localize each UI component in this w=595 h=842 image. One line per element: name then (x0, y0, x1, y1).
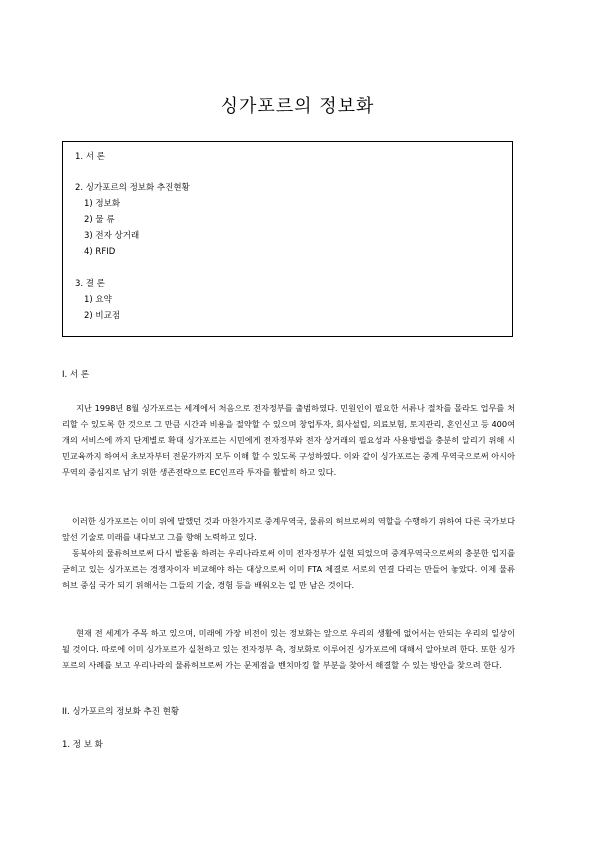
paragraph: 동북아의 물류허브로써 다시 발돋움 하려는 우리나라로써 이미 전자정부가 실현 되었으며 중계무역국으로써의 충분한 입지를 굳히고 있는 싱가포르는 경쟁자이자 비교해야 하는 대상으로써 이미 FTA 체결로 서로의 연결 다리는 만들어 놓았다. 이제 물류허브 중심 국가 되기 위해서는 그들의 기술, 경험 등을 배워오는 일 만 남은 것이다. (62, 548, 515, 590)
paragraph: 지난 1998년 8월 싱가포르는 세계에서 처음으로 전자정부를 출범하였다. 민원인이 필요한 서류나 절차를 몰라도 업무를 처리할 수 있도록 한 것으로 그 만큼 시간과 비용을 절약할 수 있으며 창업투자, 회사설립, 의료보험, 토지관리, 혼인신고 등 400여개의 서비스에 까지 단계별로 확대 싱가포르는 시민에게 전자정부와 전자 상거래의 필요성과 사용방법을 충분히 알리기 위해 시민교육까지 하여서 초보자부터 전문가까지 모두 이해 할 수 있도록 구성하였다. 이와 같이 싱가포르는 중계 무역국으로써 아시아 무역의 중심지로 남기 위한 생존전략으로 EC인프라 투자를 활발히 하고 있다. (62, 403, 515, 477)
toc-item: 3. 결 론 (75, 279, 105, 289)
toc-item: 2) 물 류 (84, 215, 115, 225)
document-title: 싱가포르의 정보화 (220, 96, 375, 117)
toc-item: 1) 정보화 (84, 199, 121, 209)
subsection-heading-informatization: 1. 정 보 화 (62, 740, 103, 750)
toc-item: 3) 전자 상거래 (84, 231, 140, 241)
section-heading-introduction: I. 서 론 (62, 370, 90, 380)
table-of-contents (62, 141, 513, 337)
toc-item: 1. 서 론 (75, 152, 105, 162)
toc-item: 2. 싱가포르의 정보화 추진현황 (75, 183, 190, 193)
toc-item: 2) 비교점 (84, 311, 121, 321)
paragraph: 이러한 싱가포르는 이미 위에 말했던 것과 마찬가지로 중계무역국, 물류의 허브로써의 역할을 수행하기 위하여 다른 국가보다 앞선 기술로 미래를 내다보고 그를 향해 노력하고 있다. (62, 516, 515, 542)
section-heading-status: II. 싱가포르의 정보화 추진 현황 (62, 707, 180, 717)
toc-item: 1) 요약 (84, 295, 112, 305)
toc-item: 4) RFID (84, 247, 116, 257)
paragraph: 현재 전 세계가 주목 하고 있으며, 미래에 가장 비전이 있는 정보화는 앞으로 우리의 생활에 없어서는 안되는 우리의 일상이 될 것이다. 따로에 이미 싱가포르가 실천하고 있는 전자정부 측, 정보화로 이루어진 싱가포르에 대해서 알아보려 한다. 또한 싱가포르의 사례를 보고 우리나라의 물류허브로써 가는 문제점을 벤치마킹 할 부분을 찾아서 해결할 수 있는 방안을 찾으려 한다. (62, 628, 515, 670)
